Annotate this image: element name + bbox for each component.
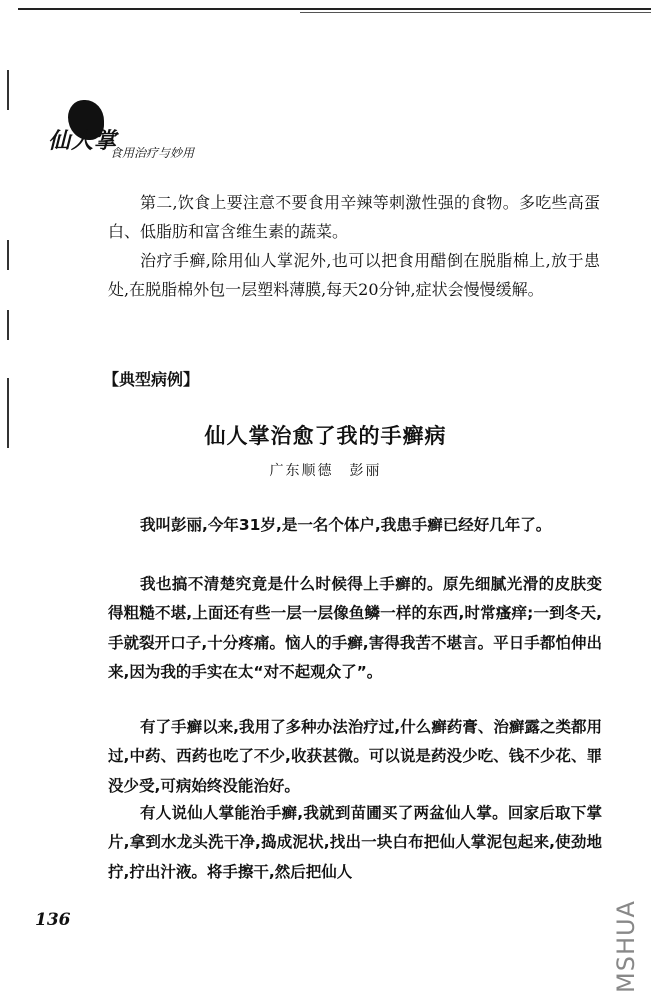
- page-number: 136: [35, 910, 71, 930]
- watermark-text: MSHUA: [612, 900, 640, 993]
- article-paragraph: 有人说仙人掌能治手癣,我就到苗圃买了两盆仙人掌。回家后取下掌片,拿到水龙头洗干净,捣成泥状,找出一块白布把仙人掌泥包起来,使劲地拧,拧出汁液。将手擦干,然后把仙人: [108, 804, 602, 881]
- logo-title: 仙人掌: [48, 128, 118, 154]
- article-paragraph: 我也搞不清楚究竟是什么时候得上手癣的。原先细腻光滑的皮肤变得粗糙不堪,上面还有些一层一层像鱼鳞一样的东西,时常瘙痒;一到冬天,手就裂开口子,十分疼痛。恼人的手癣,害得我苦不堪言。平日手都怕伸出来,因为我的手实在太“对不起观众了”。: [108, 575, 602, 682]
- margin-scan-line: [7, 240, 9, 270]
- paragraph: 治疗手癣,除用仙人掌泥外,也可以把食用醋倒在脱脂棉上,放于患处,在脱脂棉外包一层塑料薄膜,每天20分钟,症状会慢慢缓解。: [108, 251, 600, 299]
- watermark: [612, 885, 646, 995]
- margin-scan-line: [7, 70, 9, 110]
- top-border-rule-secondary: [300, 12, 651, 13]
- margin-scan-line: [7, 310, 9, 340]
- top-border-rule: [18, 8, 651, 10]
- logo-subtitle: 食用治疗与妙用: [110, 146, 195, 160]
- article-paragraph: 有了手癣以来,我用了多种办法治疗过,什么癣药膏、治癣露之类都用过,中药、西药也吃了不少,收获甚微。可以说是药没少吃、钱不少花、罪没少受,可病始终没能治好。: [108, 718, 602, 795]
- section-label: 【典型病例】: [103, 370, 200, 389]
- article-byline: 广东顺德 彭丽: [269, 463, 382, 479]
- paragraph: 第二,饮食上要注意不要食用辛辣等刺激性强的食物。多吃些高蛋白、低脂肪和富含维生素的蔬菜。: [108, 193, 600, 241]
- article-title: 仙人掌治愈了我的手癣病: [204, 423, 447, 448]
- book-logo: [48, 100, 218, 170]
- article-paragraph: 我叫彭丽,今年31岁,是一名个体户,我患手癣已经好几年了。: [140, 516, 552, 534]
